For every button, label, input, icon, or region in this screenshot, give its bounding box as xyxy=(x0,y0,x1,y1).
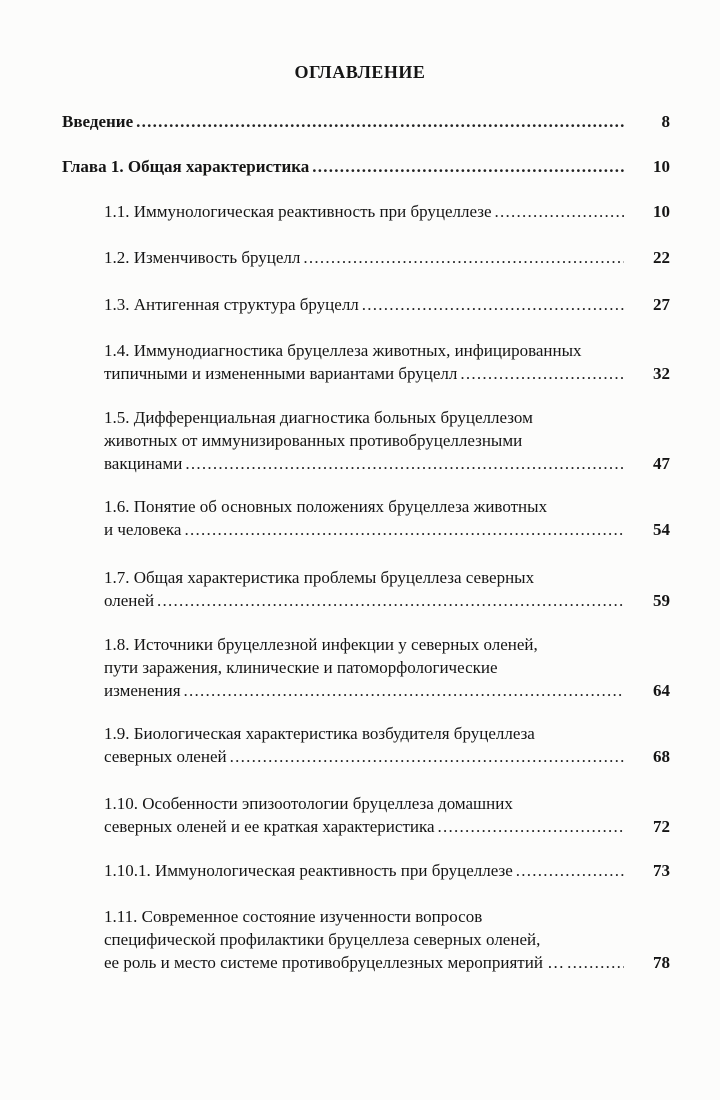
toc-page-number: 27 xyxy=(653,295,670,314)
toc-entry[interactable] xyxy=(104,792,670,838)
toc-entry[interactable] xyxy=(104,905,670,974)
dot-leader xyxy=(230,745,624,768)
toc-entry-line: 1.10.1. Иммунологическая реактивность при бруцеллезе xyxy=(104,861,513,880)
toc-entry-line: специфической профилактики бруцеллеза северных оленей, xyxy=(104,930,541,949)
toc-page-number: 64 xyxy=(653,681,670,700)
toc-entry[interactable] xyxy=(104,246,670,269)
toc-entry-line: 1.11. Современное состояние изученности вопросов xyxy=(104,907,483,926)
toc-entry-line: пути заражения, клинические и патоморфологические xyxy=(104,658,498,677)
toc-page-number: 47 xyxy=(653,454,670,473)
toc-entry-line: 1.8. Источники бруцеллезной инфекции у северных оленей, xyxy=(104,635,538,654)
toc-entry-line: 1.1. Иммунологическая реактивность при бруцеллезе xyxy=(104,202,492,221)
toc-entry-line: 1.10. Особенности эпизоотологии бруцеллеза домашних xyxy=(104,794,513,813)
toc-page-number: 10 xyxy=(653,157,670,176)
toc-page-number: 68 xyxy=(653,747,670,766)
dot-leader xyxy=(438,815,624,838)
dot-leader xyxy=(184,518,624,541)
dot-leader xyxy=(184,679,624,702)
toc-page-number: 59 xyxy=(653,591,670,610)
toc-entry-line: Глава 1. Общая характеристика xyxy=(62,157,310,176)
toc-entry[interactable] xyxy=(104,200,670,223)
toc-entry[interactable] xyxy=(104,566,670,612)
toc-entry[interactable] xyxy=(104,859,670,882)
toc-title: ОГЛАВЛЕНИЕ xyxy=(294,62,426,82)
toc-entry-line: Введение xyxy=(62,112,134,131)
toc-entry-line: 1.4. Иммунодиагностика бруцеллеза животных, инфицированных xyxy=(104,341,582,360)
dot-leader xyxy=(185,452,624,475)
toc-page-number: 78 xyxy=(653,953,670,972)
toc-entry-line: и человека xyxy=(104,520,182,539)
toc-entry-line: оленей xyxy=(104,591,155,610)
toc-entry[interactable] xyxy=(62,155,670,178)
toc-entry-line: 1.2. Изменчивость бруцелл xyxy=(104,248,301,267)
toc-entry[interactable] xyxy=(104,722,670,768)
toc-entry[interactable] xyxy=(104,406,670,475)
dot-leader xyxy=(362,293,624,316)
toc-page-number: 73 xyxy=(653,861,670,880)
toc-entry-line: ее роль и место системе противобруцеллезных мероприятий … xyxy=(104,953,565,972)
dot-leader xyxy=(157,589,624,612)
toc-page-number: 8 xyxy=(661,112,670,131)
toc-page-number: 10 xyxy=(653,202,670,221)
toc-entry[interactable] xyxy=(104,495,670,541)
toc-page-number: 72 xyxy=(653,817,670,836)
toc-entry[interactable] xyxy=(104,293,670,316)
dot-leader xyxy=(567,951,624,974)
dot-leader xyxy=(516,859,624,882)
toc-entry-line: 1.6. Понятие об основных положениях бруцеллеза животных xyxy=(104,497,548,516)
toc-page-number: 32 xyxy=(653,364,670,383)
toc-entry[interactable] xyxy=(104,633,670,702)
dot-leader xyxy=(136,110,624,133)
toc-entry-line: животных от иммунизированных противобруцеллезными xyxy=(104,431,523,450)
toc-entry-line: типичными и измененными вариантами бруцелл xyxy=(104,364,458,383)
toc-entry[interactable] xyxy=(62,110,670,133)
toc-entry-line: северных оленей xyxy=(104,747,227,766)
dot-leader xyxy=(460,362,624,385)
dot-leader xyxy=(495,200,624,223)
dot-leader xyxy=(312,155,624,178)
toc-page-number: 54 xyxy=(653,520,670,539)
toc-entry-line: вакцинами xyxy=(104,454,183,473)
dot-leader xyxy=(303,246,624,269)
toc-entry[interactable] xyxy=(104,339,670,385)
toc-entry-line: 1.7. Общая характеристика проблемы бруцеллеза северных xyxy=(104,568,535,587)
toc-entry-line: северных оленей и ее краткая характеристика xyxy=(104,817,435,836)
toc-page-number: 22 xyxy=(653,248,670,267)
toc-entry-line: 1.9. Биологическая характеристика возбудителя бруцеллеза xyxy=(104,724,535,743)
toc-entry-line: изменения xyxy=(104,681,181,700)
toc-entry-line: 1.5. Дифференциальная диагностика больных бруцеллезом xyxy=(104,408,533,427)
toc-entry-line: 1.3. Антигенная структура бруцелл xyxy=(104,295,359,314)
